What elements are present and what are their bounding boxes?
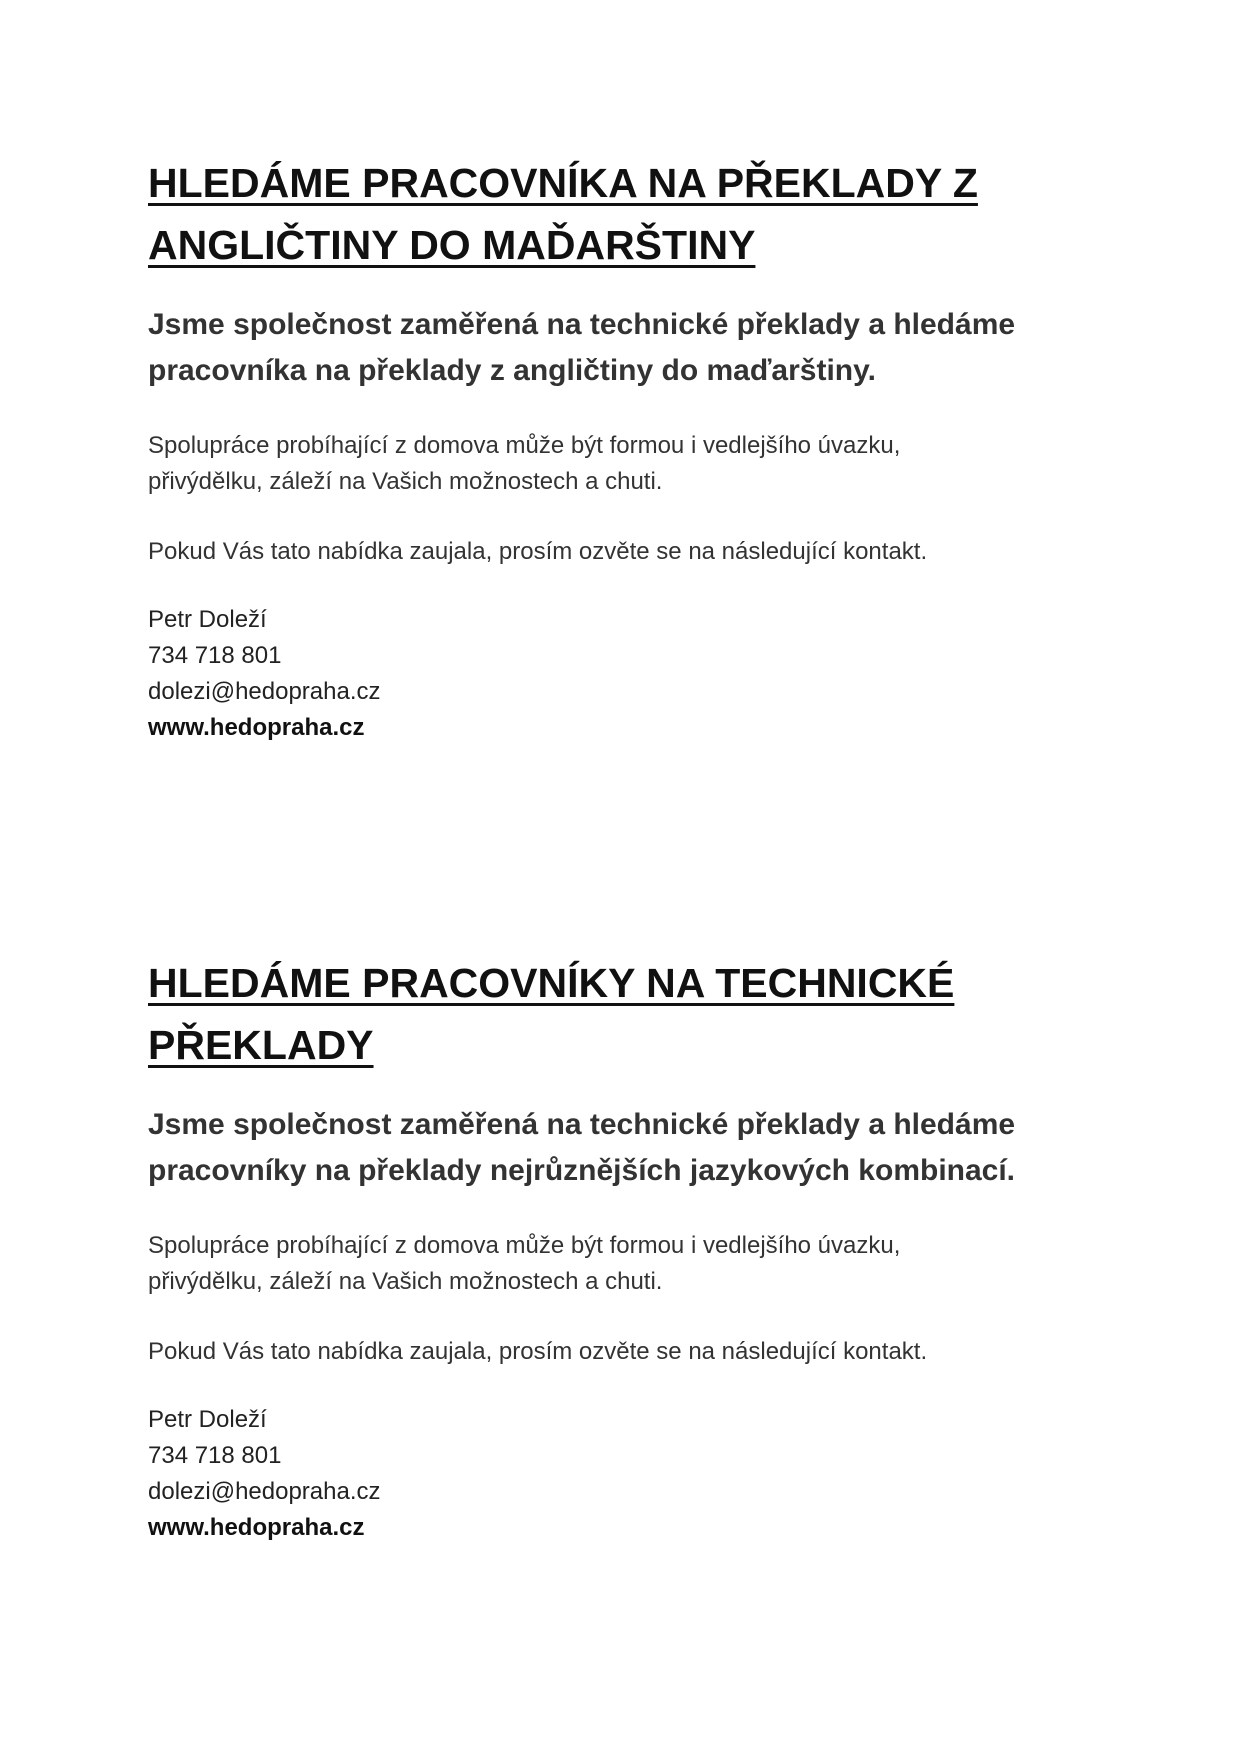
contact-phone: 734 718 801 <box>148 1442 282 1469</box>
paragraph-line-2: přivýdělku, záleží na Vašich možnostech a chuti. <box>148 468 663 495</box>
intro-line-2: pracovníka na překlady z angličtiny do maďarštiny. <box>148 354 876 387</box>
paragraph-line-1: Spolupráce probíhající z domova může být formou i vedlejšího úvazku, <box>148 432 901 459</box>
contact-block <box>148 602 1128 746</box>
contact-name: Petr Doleží <box>148 1406 267 1433</box>
contact-website: www.hedopraha.cz <box>148 714 365 741</box>
ad-headline <box>148 152 1128 276</box>
intro-line-2: pracovníky na překlady nejrůznějších jazykových kombinací. <box>148 1154 1016 1187</box>
contact-phone: 734 718 801 <box>148 642 282 669</box>
ad-paragraph-contact-request: Pokud Vás tato nabídka zaujala, prosím ozvěte se na následující kontakt. <box>148 1338 928 1365</box>
headline-line-1: HLEDÁME PRACOVNÍKA NA PŘEKLADY Z <box>148 160 978 206</box>
headline-line-2: ANGLIČTINY DO MAĎARŠTINY <box>148 222 756 268</box>
job-ad-hungarian <box>148 152 1128 746</box>
ad-intro <box>148 302 1128 394</box>
paragraph-line-1: Spolupráce probíhající z domova může být formou i vedlejšího úvazku, <box>148 1232 901 1259</box>
headline-line-1: HLEDÁME PRACOVNÍKY NA TECHNICKÉ <box>148 960 955 1006</box>
contact-name: Petr Doleží <box>148 606 267 633</box>
intro-line-1: Jsme společnost zaměřená na technické překlady a hledáme <box>148 308 1016 341</box>
ad-headline <box>148 952 1128 1076</box>
contact-email: dolezi@hedopraha.cz <box>148 1478 381 1505</box>
contact-website: www.hedopraha.cz <box>148 1514 365 1541</box>
contact-block <box>148 1402 1128 1546</box>
ad-intro <box>148 1102 1128 1194</box>
ad-paragraph-contact-request: Pokud Vás tato nabídka zaujala, prosím ozvěte se na následující kontakt. <box>148 538 928 565</box>
paragraph-line-2: přivýdělku, záleží na Vašich možnostech a chuti. <box>148 1268 663 1295</box>
job-ad-technical <box>148 952 1128 1546</box>
ad-paragraph-cooperation <box>148 428 1128 500</box>
headline-line-2: PŘEKLADY <box>148 1022 374 1068</box>
ad-paragraph-cooperation <box>148 1228 1128 1300</box>
contact-email: dolezi@hedopraha.cz <box>148 678 381 705</box>
intro-line-1: Jsme společnost zaměřená na technické překlady a hledáme <box>148 1108 1016 1141</box>
